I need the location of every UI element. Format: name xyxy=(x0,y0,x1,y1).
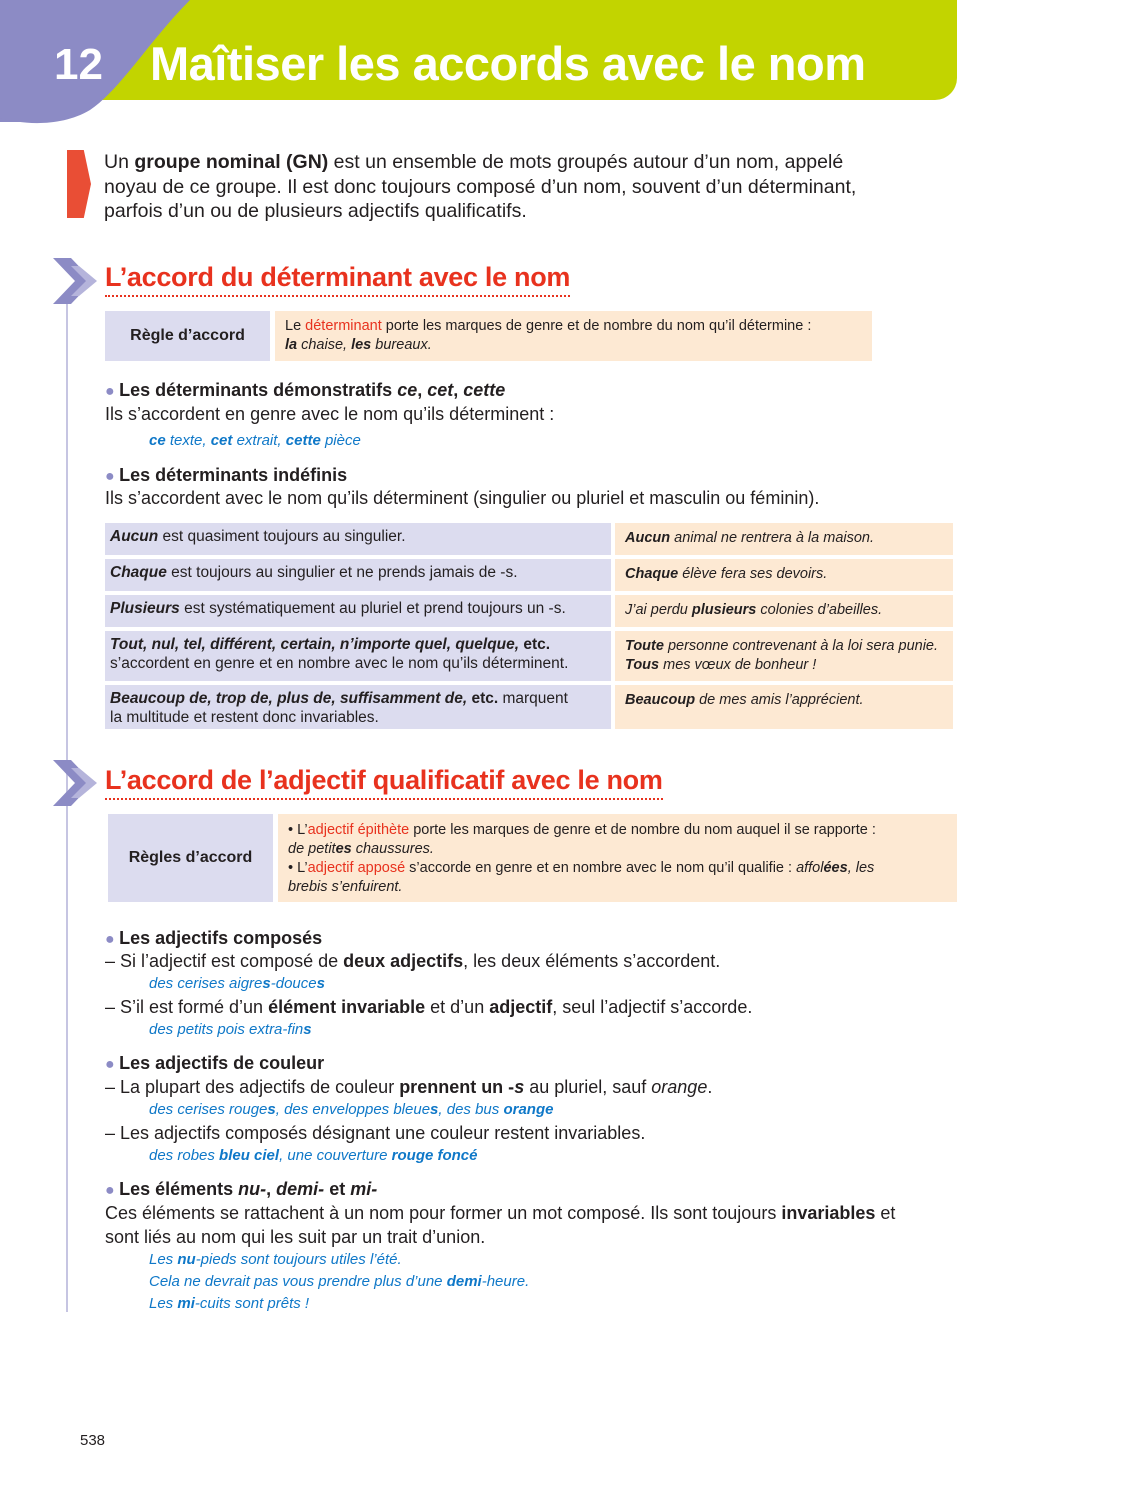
body-text xyxy=(105,1076,712,1099)
example-text xyxy=(105,1273,529,1290)
text-segment: et xyxy=(875,1203,896,1223)
text-segment: Les éléments xyxy=(119,1179,239,1199)
text-segment: porte les marques de genre et de nombre du nom auquel il se rapporte : xyxy=(409,822,876,838)
table-rule-cell xyxy=(105,523,611,555)
text-segment: Le xyxy=(285,318,306,334)
text-segment: -pieds sont toujours utiles l’été. xyxy=(195,1251,402,1268)
text-segment: des cerises aigre xyxy=(149,975,263,992)
text-segment: chaussures. xyxy=(351,841,434,857)
page-number: 538 xyxy=(80,1432,106,1449)
text-segment: Ces éléments se rattachent à un nom pour former un mot composé. Ils sont toujours xyxy=(105,1203,782,1223)
bullet-heading-composes xyxy=(105,927,322,951)
text-segment: Cela ne devrait pas vous prendre plus d’une xyxy=(149,1273,447,1290)
text-segment: Chaque xyxy=(625,566,679,582)
text-segment: s xyxy=(316,975,325,992)
text-segment: adjectif apposé xyxy=(307,860,406,876)
text-segment: s’accorde en genre et en nombre avec le nom qu’il qualifie : xyxy=(405,860,797,876)
table-rule-cell xyxy=(105,685,611,729)
text-segment: Les déterminants démonstratifs xyxy=(119,380,398,400)
rule-text xyxy=(275,311,872,361)
text-segment: Beaucoup xyxy=(625,692,696,708)
text-segment: ce xyxy=(397,380,418,400)
table-rule-cell xyxy=(105,631,611,681)
text-segment: s xyxy=(430,1101,439,1118)
text-segment: , une couverture xyxy=(279,1147,392,1164)
text-segment: – La plupart des adjectifs de couleur xyxy=(105,1077,400,1097)
text-segment: demi xyxy=(446,1273,482,1290)
text-segment: cette xyxy=(285,432,321,449)
heading-text: Les adjectifs composés xyxy=(119,928,323,948)
text-segment: colonies d’abeilles. xyxy=(756,602,883,618)
bullet-heading-elements xyxy=(105,1178,377,1202)
text-segment: . xyxy=(707,1077,713,1097)
text-segment: s xyxy=(267,1101,276,1118)
chapter-number: 12 xyxy=(54,40,103,89)
text-segment: des petits pois extra-fin xyxy=(149,1021,304,1038)
text-segment: , des bus xyxy=(438,1101,504,1118)
text-segment: nu- xyxy=(238,1179,267,1199)
rule-label: Règles d’accord xyxy=(108,814,273,902)
rule-label: Règle d’accord xyxy=(105,311,270,361)
chevron-right-icon xyxy=(53,760,101,806)
text-segment: , des enveloppes bleue xyxy=(275,1101,431,1118)
text-segment: J’ai perdu xyxy=(625,602,692,618)
text-segment: , les deux éléments s’accordent. xyxy=(463,951,721,971)
text-segment: orange xyxy=(503,1101,554,1118)
text-segment: groupe nominal (GN) xyxy=(134,151,329,173)
table-example-cell xyxy=(615,559,953,591)
text-segment: est systématiquement au pluriel et prend toujours un -s. xyxy=(179,600,566,617)
text-segment: affol xyxy=(796,860,824,876)
text-segment: élève fera ses devoirs. xyxy=(678,566,828,582)
text-segment: adjectif xyxy=(489,997,553,1017)
text-segment: – Les adjectifs composés désignant une couleur restent invariables. xyxy=(105,1123,646,1143)
text-segment: au pluriel, sauf xyxy=(524,1077,652,1097)
text-segment: brebis s’enfuirent. xyxy=(288,879,403,895)
body-text xyxy=(105,950,720,973)
text-segment: cet xyxy=(427,380,454,400)
text-segment: rouge foncé xyxy=(391,1147,478,1164)
table-example-cell xyxy=(615,595,953,627)
body-text: Ils s’accordent en genre avec le nom qu’ils déterminent : xyxy=(105,404,555,424)
text-segment: et d’un xyxy=(425,997,490,1017)
intro-text xyxy=(104,150,864,224)
text-segment: s xyxy=(514,1077,525,1097)
text-segment: déterminant xyxy=(305,318,382,334)
text-segment: Tout, nul, tel, différent, certain, n’importe quel, quelque, xyxy=(110,636,520,653)
text-segment: des robes xyxy=(149,1147,220,1164)
text-segment: orange xyxy=(651,1077,708,1097)
text-segment: bleu ciel xyxy=(219,1147,280,1164)
text-segment: pièce xyxy=(320,432,361,449)
text-segment: les xyxy=(351,337,372,353)
example-text xyxy=(105,975,325,992)
heading-text xyxy=(119,380,505,400)
text-segment: • L’ xyxy=(288,860,308,876)
text-segment: -cuits sont prêts ! xyxy=(194,1295,310,1312)
rule-text xyxy=(278,814,957,902)
text-segment: etc. xyxy=(519,636,551,653)
text-segment: etc. xyxy=(467,690,499,707)
bullet-heading-demonstratifs xyxy=(105,379,505,403)
text-segment: mes vœux de bonheur ! xyxy=(659,657,817,673)
example-text xyxy=(105,1251,402,1268)
text-segment: Plusieurs xyxy=(110,600,180,617)
text-segment: porte les marques de genre et de nombre du nom qu’il détermine : xyxy=(381,318,812,334)
text-segment: élément invariable xyxy=(268,997,426,1017)
text-segment: Aucun xyxy=(625,530,671,546)
text-segment: s xyxy=(262,975,271,992)
text-segment: demi- xyxy=(276,1179,325,1199)
text-segment: des cerises rouge xyxy=(149,1101,268,1118)
text-segment: texte, xyxy=(165,432,211,449)
text-segment: Les xyxy=(149,1295,178,1312)
text-segment: la xyxy=(285,337,298,353)
text-segment: animal ne rentrera à la maison. xyxy=(670,530,875,546)
text-segment: Aucun xyxy=(110,528,159,545)
example-text xyxy=(105,1295,309,1312)
text-segment: • L’ xyxy=(288,822,308,838)
example-text xyxy=(105,1147,478,1164)
example-text xyxy=(105,1021,312,1038)
text-segment: , les xyxy=(847,860,875,876)
text-segment: , seul l’adjectif s’accorde. xyxy=(552,997,753,1017)
text-segment: est quasiment toujours au singulier. xyxy=(158,528,406,545)
text-segment: s’accordent en genre et en nombre avec le nom qu’ils déterminent. xyxy=(110,655,569,672)
text-segment: adjectif épithète xyxy=(307,822,410,838)
text-segment: – Si l’adjectif est composé de xyxy=(105,951,344,971)
text-segment: Un xyxy=(104,151,135,173)
text-segment: est toujours au singulier et ne prends jamais de -s. xyxy=(166,564,518,581)
text-segment: Beaucoup de, trop de, plus de, suffisamment de, xyxy=(110,690,468,707)
text-segment: – S’il est formé d’un xyxy=(105,997,269,1017)
text-segment: prennent un - xyxy=(399,1077,515,1097)
text-segment: nu xyxy=(177,1251,196,1268)
intro-marker-icon xyxy=(67,150,91,218)
body-text xyxy=(105,1122,645,1145)
bullet-icon: ● xyxy=(105,1182,120,1199)
text-segment: Les xyxy=(149,1251,178,1268)
text-segment: -heure. xyxy=(481,1273,530,1290)
text-segment: ce xyxy=(149,432,166,449)
text-segment: cet xyxy=(210,432,233,449)
text-segment: de petit xyxy=(288,841,336,857)
text-segment: cette xyxy=(463,380,506,400)
body-text xyxy=(105,996,752,1019)
bullet-icon: ● xyxy=(105,468,120,485)
example-text xyxy=(105,432,361,449)
page-title: Maîtiser les accords avec le nom xyxy=(150,37,866,90)
text-segment: -douce xyxy=(270,975,317,992)
text-segment: Chaque xyxy=(110,564,167,581)
bullet-heading-indefinis xyxy=(105,464,347,488)
text-segment: la multitude et restent donc invariables. xyxy=(110,709,379,726)
text-segment: s xyxy=(303,1021,312,1038)
text-segment: plusieurs xyxy=(691,602,757,618)
text-segment: Toute xyxy=(625,638,664,654)
text-segment: mi xyxy=(177,1295,195,1312)
section-heading-adjectif: L’accord de l’adjectif qualificatif avec le nom xyxy=(105,765,663,800)
bullet-icon: ● xyxy=(105,931,120,948)
text-segment: est un ensemble de mots groupés autour d’un nom, appelé noyau de ce groupe. Il est donc toujours composé d’un nom, souvent d’un déterminant, parfois d’un ou de plusieurs adjectifs qualificatifs. xyxy=(104,151,857,222)
text-segment: , xyxy=(453,380,464,400)
table-rule-cell xyxy=(105,559,611,591)
text-segment: ées xyxy=(823,860,848,876)
heading-text: Les déterminants indéfinis xyxy=(119,465,348,485)
text-segment: Tous xyxy=(625,657,660,673)
section-rule-line xyxy=(66,300,68,1312)
table-example-cell xyxy=(615,523,953,555)
text-segment: chaise, xyxy=(297,337,352,353)
heading-text xyxy=(119,1179,377,1199)
text-segment: es xyxy=(335,841,352,857)
text-segment: de mes amis l’apprécient. xyxy=(695,692,864,708)
text-segment: deux adjectifs xyxy=(343,951,464,971)
table-example-cell xyxy=(615,685,953,729)
heading-text: Les adjectifs de couleur xyxy=(119,1053,325,1073)
text-segment: , xyxy=(417,380,428,400)
bullet-icon: ● xyxy=(105,1056,120,1073)
table-rule-cell xyxy=(105,595,611,627)
example-text xyxy=(105,1101,553,1118)
table-example-cell xyxy=(615,631,953,681)
body-text: Ils s’accordent avec le nom qu’ils déterminent (singulier ou pluriel et masculin ou féminin). xyxy=(105,488,820,508)
text-segment: sont liés au nom qui les suit par un trait d’union. xyxy=(105,1227,486,1247)
text-segment: invariables xyxy=(781,1203,876,1223)
text-segment: extrait, xyxy=(232,432,286,449)
text-segment: mi- xyxy=(350,1179,378,1199)
section-heading-determinant: L’accord du déterminant avec le nom xyxy=(105,262,570,297)
text-segment: et xyxy=(324,1179,351,1199)
bullet-icon: ● xyxy=(105,383,120,400)
text-segment: marquent xyxy=(498,690,568,707)
bullet-heading-couleur xyxy=(105,1052,324,1076)
text-segment: , xyxy=(266,1179,277,1199)
text-segment: bureaux. xyxy=(371,337,432,353)
text-segment: personne contrevenant à la loi sera punie. xyxy=(663,638,939,654)
chevron-right-icon xyxy=(53,258,101,304)
body-text xyxy=(105,1201,895,1249)
